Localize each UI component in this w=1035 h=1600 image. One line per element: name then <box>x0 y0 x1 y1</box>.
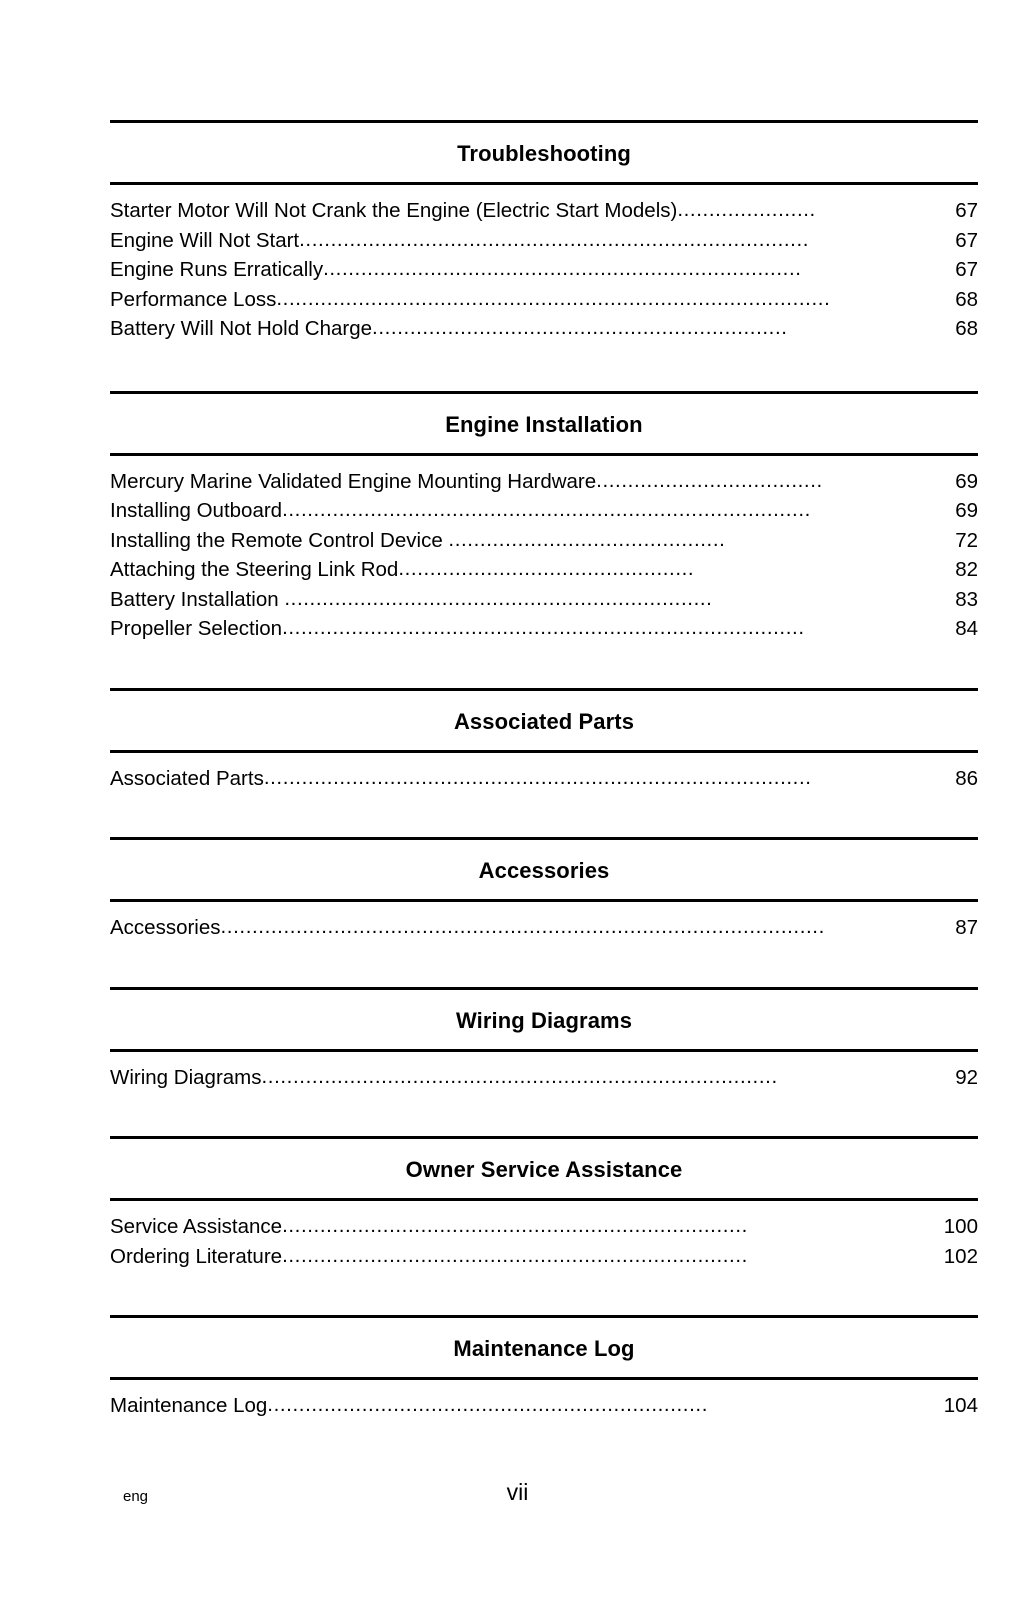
toc-entry-dot-leader: .......................................................................... <box>282 1214 748 1237</box>
toc-entry-label: Engine Runs Erratically <box>110 258 324 281</box>
toc-entry-page-number: 82 <box>955 558 978 581</box>
toc-entry[interactable] <box>110 226 978 256</box>
toc-section <box>110 987 978 1093</box>
toc-entry[interactable] <box>110 555 978 585</box>
toc-entry-page-number: 67 <box>955 199 978 222</box>
toc-entry-page-number: 67 <box>955 258 978 281</box>
toc-entry-label: Maintenance Log <box>110 1394 268 1417</box>
toc-entry-label: Ordering Literature <box>110 1244 283 1268</box>
section-spacer <box>110 1092 978 1136</box>
toc-entry-label: Attaching the Steering Link Rod <box>110 558 399 581</box>
toc-entry[interactable] <box>110 314 978 344</box>
footer-page-number: vii <box>506 1479 529 1505</box>
toc-entry-label: Performance Loss <box>110 287 277 311</box>
toc-entry-label: Engine Will Not Start <box>110 228 300 252</box>
toc-section <box>110 120 978 344</box>
section-spacer <box>110 344 978 391</box>
toc-entry-dot-leader: .................................................................. <box>372 316 788 339</box>
toc-entry-dot-leader: ...................................................................... <box>267 1393 708 1416</box>
section-title: Owner Service Assistance <box>405 1157 683 1182</box>
section-title: Associated Parts <box>453 708 635 734</box>
toc-entry-dot-leader: ............................................... <box>398 557 695 580</box>
toc-entry-label: Service Assistance <box>110 1215 283 1238</box>
toc-entry-page-number: 102 <box>943 1244 978 1268</box>
toc-entry-label: Associated Parts <box>110 766 264 790</box>
toc-entry[interactable] <box>110 585 978 615</box>
section-spacer <box>110 1271 978 1315</box>
toc-entry-label: Installing Outboard <box>110 499 283 522</box>
section-entry-list <box>110 902 978 943</box>
section-title: Wiring Diagrams <box>455 1007 633 1033</box>
toc-entry-label: Mercury Marine Validated Engine Mounting Hardware <box>110 469 597 493</box>
section-entry-list <box>110 1052 978 1093</box>
toc-section <box>110 688 978 794</box>
toc-entry-dot-leader: ................................................................................................ <box>220 915 825 938</box>
toc-entry-label: Propeller Selection <box>110 617 283 640</box>
toc-entry[interactable] <box>110 1242 978 1272</box>
toc-section <box>110 391 978 644</box>
toc-section <box>110 1315 978 1421</box>
toc-entry-page-number: 72 <box>955 528 978 552</box>
toc-content <box>110 120 978 1421</box>
section-title: Troubleshooting <box>457 141 631 166</box>
toc-entry-label: Installing the Remote Control Device <box>110 528 443 552</box>
toc-entry-page-number: 87 <box>955 916 978 939</box>
toc-entry[interactable] <box>110 1063 978 1093</box>
toc-entry-dot-leader: ....................................................................................... <box>263 765 812 789</box>
toc-section <box>110 837 978 943</box>
toc-entry-page-number: 68 <box>955 317 978 340</box>
toc-entry-dot-leader: ............................................................................ <box>323 257 802 280</box>
toc-entry-page-number: 69 <box>955 469 978 493</box>
toc-entry-label: Wiring Diagrams <box>110 1065 262 1089</box>
toc-entry[interactable] <box>110 764 978 794</box>
toc-entry-page-number: 83 <box>955 587 978 611</box>
toc-entry-page-number: 68 <box>955 287 978 311</box>
section-title: Engine Installation <box>445 411 643 437</box>
toc-entry-dot-leader: ........................................................................................ <box>276 286 831 310</box>
toc-entry-dot-leader: .................................................................... <box>284 586 713 610</box>
section-entry-list <box>110 1201 978 1271</box>
toc-entry[interactable] <box>110 496 978 526</box>
toc-entry-dot-leader: .................................... <box>596 468 823 492</box>
section-entry-list <box>110 1380 978 1421</box>
footer-language-code: eng <box>123 1488 149 1505</box>
section-spacer <box>110 644 978 688</box>
toc-entry-dot-leader: ................................................................................. <box>299 227 810 251</box>
toc-entry-page-number: 86 <box>955 766 978 790</box>
toc-entry-dot-leader: ............................................ <box>448 527 726 551</box>
section-spacer <box>110 943 978 987</box>
toc-entry-page-number: 100 <box>943 1215 978 1238</box>
toc-entry-dot-leader: .................................................................................... <box>282 498 811 521</box>
section-entry-list <box>110 456 978 644</box>
toc-entry-dot-leader: ................................................................................... <box>282 616 805 639</box>
toc-entry-dot-leader: ...................... <box>677 198 816 221</box>
toc-entry-page-number: 84 <box>955 617 978 640</box>
section-title: Accessories <box>478 858 610 883</box>
section-entry-list <box>110 185 978 344</box>
toc-entry[interactable] <box>110 614 978 644</box>
toc-entry-page-number: 92 <box>955 1065 978 1089</box>
toc-entry-label: Starter Motor Will Not Crank the Engine (Electric Start Models) <box>110 199 678 222</box>
toc-entry-label: Battery Will Not Hold Charge <box>110 317 373 340</box>
toc-entry-page-number: 104 <box>943 1394 978 1417</box>
toc-entry-page-number: 69 <box>955 499 978 522</box>
toc-entry[interactable] <box>110 255 978 285</box>
toc-entry-page-number: 67 <box>955 228 978 252</box>
section-spacer <box>110 793 978 837</box>
toc-entry-dot-leader: .......................................................................... <box>282 1243 748 1267</box>
section-title: Maintenance Log <box>453 1336 635 1361</box>
toc-entry[interactable] <box>110 467 978 497</box>
toc-entry[interactable] <box>110 1212 978 1242</box>
section-entry-list <box>110 753 978 794</box>
toc-entry[interactable] <box>110 526 978 556</box>
toc-entry[interactable] <box>110 285 978 315</box>
toc-entry-label: Accessories <box>110 916 221 939</box>
toc-entry[interactable] <box>110 913 978 943</box>
toc-entry-dot-leader: .................................................................................. <box>261 1064 778 1088</box>
toc-section <box>110 1136 978 1271</box>
toc-entry-label: Battery Installation <box>110 587 279 611</box>
toc-entry[interactable] <box>110 1391 978 1421</box>
toc-entry[interactable] <box>110 196 978 226</box>
